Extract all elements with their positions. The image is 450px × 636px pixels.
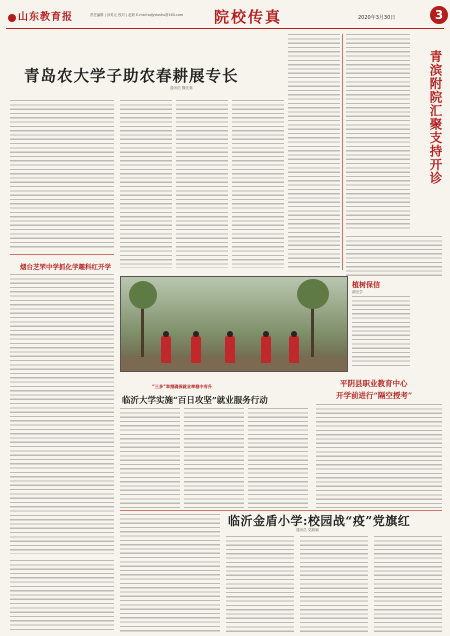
photo-student bbox=[227, 331, 233, 337]
main-headline: 青岛农大学子助农春耕展专长 bbox=[24, 66, 239, 85]
bottom-byline: 通讯员 党聪颖 bbox=[296, 528, 319, 532]
photo-student bbox=[225, 335, 235, 363]
right-sub-headline-2: 开学前进行“隔空授考” bbox=[336, 391, 413, 400]
main-article-col-5 bbox=[288, 34, 340, 268]
column-rule bbox=[342, 34, 343, 270]
section-rule bbox=[10, 254, 114, 255]
section-title: 院校传真 bbox=[214, 8, 283, 26]
left-sub-article-text bbox=[10, 274, 114, 554]
page-number-badge: 3 bbox=[430, 6, 448, 24]
center-sub-kicker: “三多”举措确保就业率稳中有升 bbox=[152, 384, 212, 389]
photo-student bbox=[263, 331, 269, 337]
bottom-article-col-1 bbox=[226, 536, 294, 632]
photo-student bbox=[161, 335, 171, 363]
right-sub-article-text bbox=[316, 404, 442, 508]
editor-credits: 责任编辑 | 孙英元 校对 | 赵莉 E-mail:sdjydushu@163.com bbox=[90, 13, 184, 17]
photo-tree bbox=[297, 279, 329, 309]
center-article-col-3 bbox=[248, 408, 308, 508]
logo-emblem-icon bbox=[8, 14, 16, 22]
main-article-col-1 bbox=[10, 100, 114, 250]
left-sub-headline: 烟台芝罘中学抓化学趣科红开学 bbox=[20, 263, 111, 271]
photo-student bbox=[191, 335, 201, 363]
main-article-col-4 bbox=[232, 100, 284, 268]
photo-caption-text bbox=[352, 296, 410, 366]
right-sub-headline-1: 平阴县职业教育中心 bbox=[340, 379, 408, 388]
photo-caption-sub: 湖光学 bbox=[352, 290, 363, 294]
photo-caption-title: 植树保信 bbox=[352, 280, 380, 289]
logo-text: 山东教育报 bbox=[18, 12, 73, 23]
main-article-col-2 bbox=[120, 100, 172, 268]
tree-planting-photo bbox=[120, 276, 348, 372]
photo-student bbox=[193, 331, 199, 337]
masthead bbox=[6, 6, 444, 29]
main-article-col-3 bbox=[176, 100, 228, 268]
photo-student bbox=[291, 331, 297, 337]
right-upper-text bbox=[346, 236, 442, 276]
center-article-col-2 bbox=[184, 408, 244, 508]
photo-student bbox=[289, 335, 299, 363]
bottom-article-col-3 bbox=[374, 536, 442, 632]
photo-student bbox=[163, 331, 169, 337]
section-rule bbox=[120, 510, 442, 511]
bottom-headline: 临沂金盾小学:校园战“疫”党旗红 bbox=[228, 514, 411, 528]
main-byline: 通讯员 魏先秦 bbox=[170, 86, 193, 90]
right-vertical-headline: 青滨附院汇聚支持开诊 bbox=[428, 50, 443, 185]
photo-tree bbox=[129, 281, 157, 309]
right-column-text bbox=[346, 34, 410, 230]
left-bottom-text bbox=[10, 560, 114, 630]
issue-date: 2020年3月30日 bbox=[358, 15, 396, 21]
center-article-col-1 bbox=[120, 408, 180, 508]
bottom-left-text bbox=[120, 514, 220, 632]
photo-student bbox=[261, 335, 271, 363]
bottom-article-col-2 bbox=[300, 536, 368, 632]
center-sub-headline: 临沂大学实施“百日攻坚”就业服务行动 bbox=[122, 396, 268, 406]
photo-caption bbox=[352, 280, 410, 366]
newspaper-logo bbox=[8, 8, 73, 23]
